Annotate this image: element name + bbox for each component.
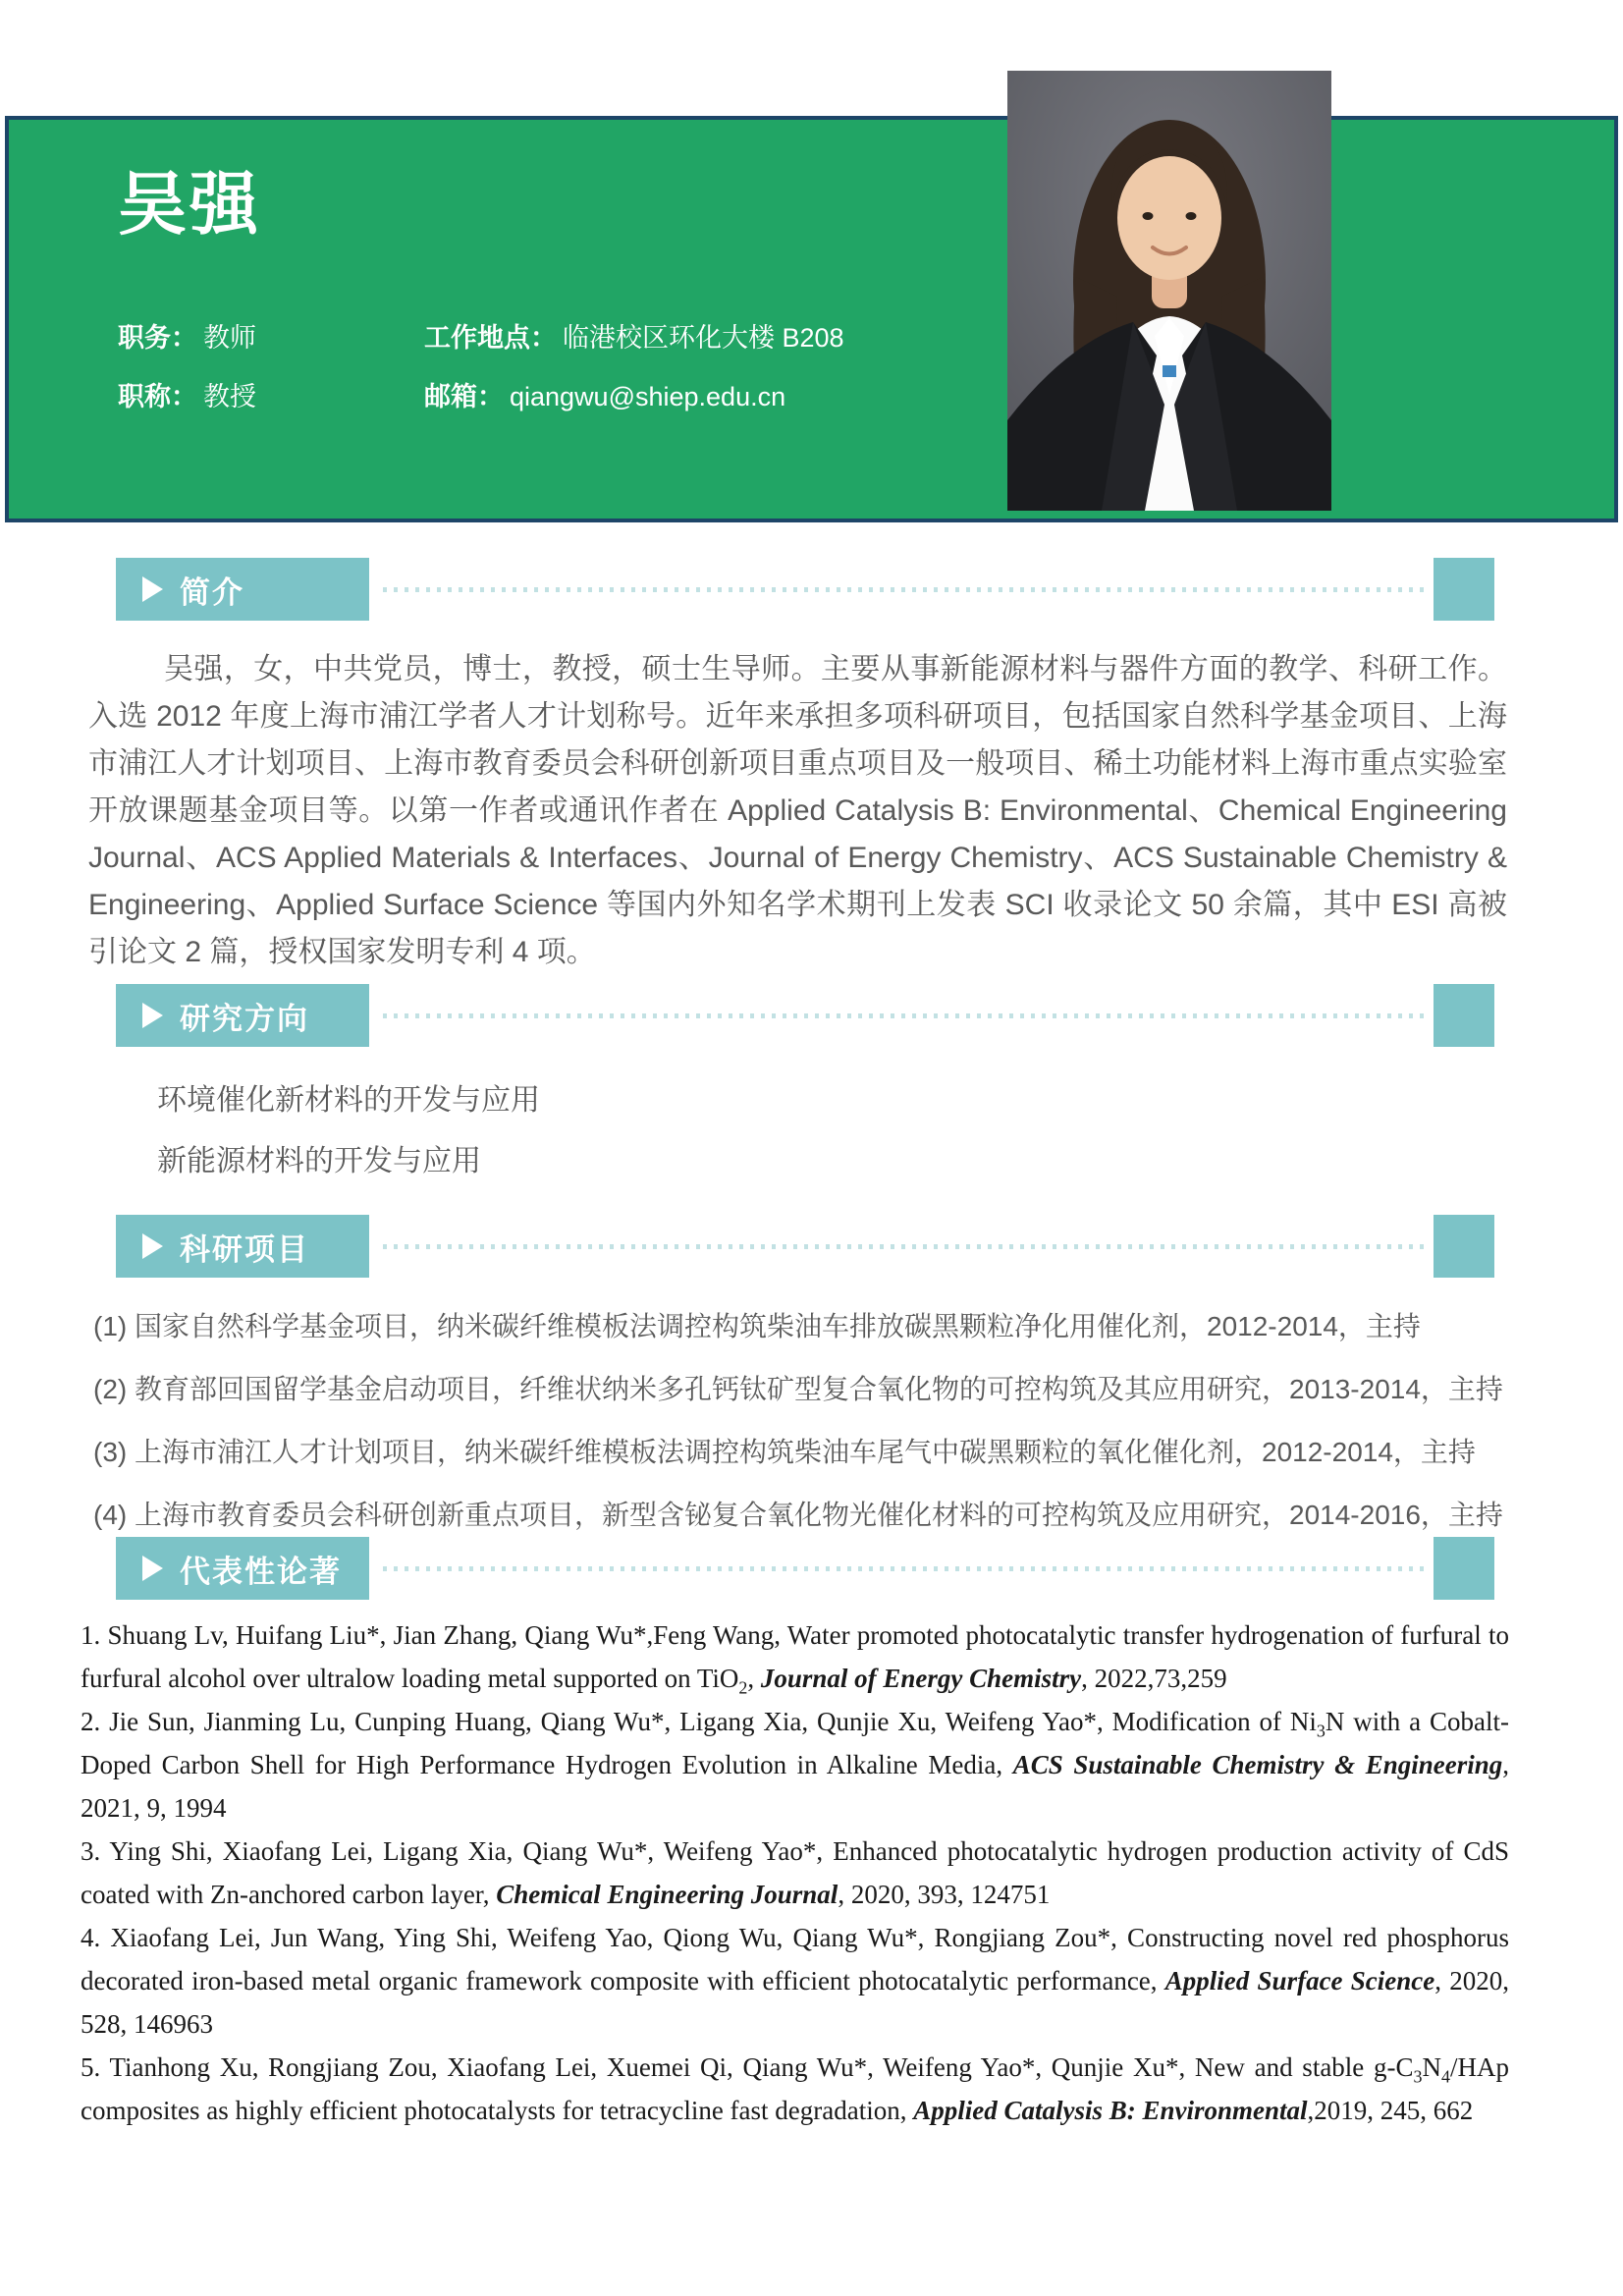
intro-paragraph: 吴强，女，中共党员，博士，教授，硕士生导师。主要从事新能源材料与器件方面的教学、科研工作。入选 2012 年度上海市浦江学者人才计划称号。近年来承担多项科研项目，包括国家自然科学基金项目、上海市浦江人才计划项目、上海市教育委员会科研创新项目重点项目及一般项目、稀土功能材料上海市重点实验室开放课题基金项目等。以第一作者或通讯作者在 Applied Catalysis B: Environmental、Chemical Engineering Journal、ACS Applied Materials & Interfaces、Journal of Energy Chemistry、ACS Sustainable Chemistry & Engineering、Applied Surface Science 等国内外知名学术期刊上发表 SCI 收录论文 50 余篇，其中 ESI 高被引论文 2 篇，授权国家发明专利 4 项。 xyxy=(88,653,1507,968)
project-item: (4) 上海市教育委员会科研创新重点项目，新型含铋复合氧化物光催化材料的可控构筑及应用研究，2014-2016，主持 xyxy=(93,1500,1503,1530)
section-intro xyxy=(0,558,1623,976)
research-direction-item: 环境催化新材料的开发与应用 xyxy=(157,1084,540,1117)
info-label: 职务： xyxy=(118,323,197,353)
section-title-box xyxy=(116,984,369,1047)
triangle-icon xyxy=(142,1003,163,1028)
header-band xyxy=(5,116,1618,522)
project-item: (1) 国家自然科学基金项目，纳米碳纤维模板法调控构筑柴油车排放碳黑颗粒净化用催化剂，2012-2014，主持 xyxy=(93,1311,1421,1341)
project-item: (2) 教育部回国留学基金启动项目，纤维状纳米多孔钙钛矿型复合氧化物的可控构筑及其应用研究，2013-2014，主持 xyxy=(93,1374,1503,1404)
section-header xyxy=(116,558,1494,621)
section-header xyxy=(116,1215,1494,1278)
section-header xyxy=(116,984,1494,1047)
research-direction-item: 新能源材料的开发与应用 xyxy=(157,1145,481,1177)
info-email xyxy=(424,375,844,413)
section-title: 代表性论著 xyxy=(180,1554,342,1589)
section-title: 研究方向 xyxy=(180,1001,309,1036)
dotted-leader xyxy=(383,1013,1429,1018)
info-value: 临港校区环化大楼 B208 xyxy=(563,323,844,353)
person-name: 吴强 xyxy=(118,166,261,243)
section-title-box xyxy=(116,1537,369,1600)
info-label: 工作地点： xyxy=(424,323,557,353)
section-title: 科研项目 xyxy=(180,1231,309,1267)
section-endcap xyxy=(1434,1537,1494,1600)
triangle-icon xyxy=(142,1556,163,1581)
project-list xyxy=(93,1295,1515,1547)
section-endcap xyxy=(1434,984,1494,1047)
section-publications xyxy=(0,1537,1623,2132)
dotted-leader xyxy=(383,1566,1429,1571)
info-workplace xyxy=(424,316,844,355)
publication-list xyxy=(81,1613,1509,2132)
triangle-icon xyxy=(142,1233,163,1259)
section-endcap xyxy=(1434,1215,1494,1278)
info-title xyxy=(118,375,424,413)
info-label: 邮箱： xyxy=(424,382,504,411)
info-position xyxy=(118,316,424,355)
info-value: qiangwu@shiep.edu.cn xyxy=(510,382,786,411)
info-label: 职称： xyxy=(118,382,197,411)
person-portrait-illustration xyxy=(1007,71,1331,511)
section-research xyxy=(0,984,1623,1192)
section-header xyxy=(116,1537,1494,1600)
publication-item: 1. Shuang Lv, Huifang Liu*, Jian Zhang, Qiang Wu*,Feng Wang, Water promoted photocatalytic transfer hydrogenation of furfural to furfural alcohol over ultralow loading metal supported on TiO$_2$, Journal of Energy Chemistry, 2022,73,259 xyxy=(81,1620,1509,1698)
section-title-box xyxy=(116,1215,369,1278)
publication-item: 5. Tianhong Xu, Rongjiang Zou, Xiaofang Lei, Xuemei Qi, Qiang Wu*, Weifeng Yao*, Qunjie Xu*, New and stable $g-C_3N_4$/HAp composites as highly efficient photocatalysts for tetracycline fast degradation, Applied Catalysis B: Environmental,2019, 245, 662 xyxy=(81,2052,1509,2125)
dotted-leader xyxy=(383,587,1429,592)
section-endcap xyxy=(1434,558,1494,621)
publication-item: 2. Jie Sun, Jianming Lu, Cunping Huang, Qiang Wu*, Ligang Xia, Qunjie Xu, Weifeng Yao*, Modification of $Ni_3N$ with a Cobalt-Doped Carbon Shell for High Performance Hydrogen Evolution in Alkaline Media, ACS Sustainable Chemistry & Engineering, 2021, 9, 1994 xyxy=(81,1707,1509,1823)
profile-photo xyxy=(1007,71,1331,511)
section-title: 简介 xyxy=(180,574,244,610)
section-title-box xyxy=(116,558,369,621)
section-projects xyxy=(0,1215,1623,1547)
info-value: 教授 xyxy=(203,382,256,411)
triangle-icon xyxy=(142,576,163,602)
project-item: (3) 上海市浦江人才计划项目，纳米碳纤维模板法调控构筑柴油车尾气中碳黑颗粒的氧化催化剂，2012-2014，主持 xyxy=(93,1437,1476,1467)
publication-item: 3. Ying Shi, Xiaofang Lei, Ligang Xia, Qiang Wu*, Weifeng Yao*, Enhanced photocatalytic hydrogen production activity of CdS coated with Zn-anchored carbon layer, Chemical Engineering Journal, 2020, 393, 124751 xyxy=(81,1836,1509,1909)
info-grid xyxy=(118,316,844,413)
research-direction-list xyxy=(157,1070,1507,1192)
info-value: 教师 xyxy=(203,323,256,353)
publication-item: 4. Xiaofang Lei, Jun Wang, Ying Shi, Weifeng Yao, Qiong Wu, Qiang Wu*, Rongjiang Zou*, Constructing novel red phosphorus decorated iron-based metal organic framework composite with efficient photocatalytic performance, Applied Surface Science, 2020, 528, 146963 xyxy=(81,1923,1510,2039)
dotted-leader xyxy=(383,1244,1429,1249)
